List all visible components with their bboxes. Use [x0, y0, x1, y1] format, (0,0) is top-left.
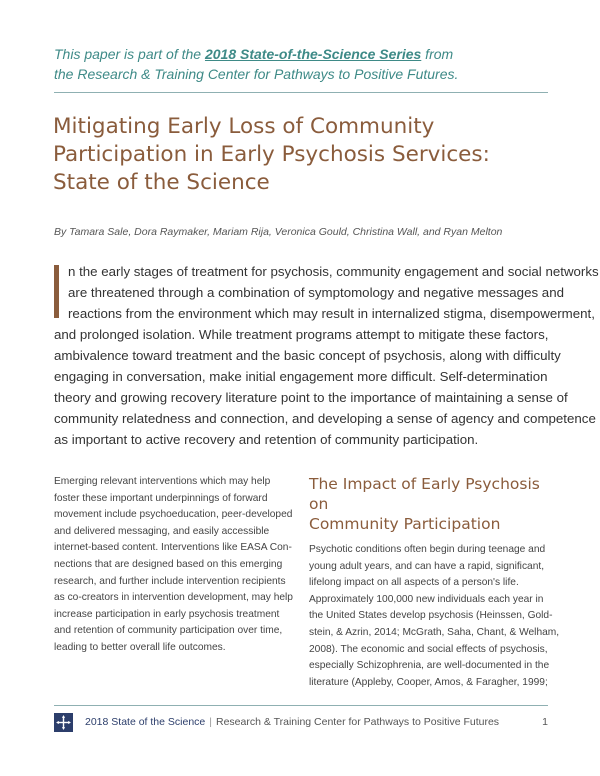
page-title — [53, 113, 553, 197]
body-line: lifelong impact on all aspects of a person's life. — [309, 577, 519, 589]
intro-line: are threatened through a combination of symptomology and negative messages and — [68, 285, 564, 300]
body-line: the United States develop psychosis (Heinssen, Gold- — [309, 610, 553, 622]
left-column-text — [54, 474, 294, 657]
section-body — [309, 542, 560, 691]
section-heading — [309, 474, 554, 534]
body-line: stein, & Azrin, 2014; McGrath, Saha, Chant, & Welham, — [309, 626, 560, 638]
series-note — [54, 44, 554, 84]
body-line: leading to better overall life outcomes. — [54, 641, 226, 653]
series-note-line-1 — [54, 44, 554, 64]
intro-paragraph — [54, 261, 599, 450]
intro-line: n the early stages of treatment for psychosis, community engagement and social networks — [68, 264, 599, 279]
body-line: Approximately 100,000 new individuals each year in — [309, 593, 544, 605]
body-line: movement include psychoeducation, peer-developed — [54, 509, 293, 521]
series-link[interactable]: 2018 State-of-the-Science Series — [204, 46, 422, 62]
body-line: internet-based content. Interventions like EASA Con- — [54, 542, 292, 554]
footer-separator: | — [209, 716, 212, 728]
bottom-divider — [54, 705, 548, 706]
intro-line: theory and growing recovery literature point to the importance of maintaining a sense of — [54, 390, 568, 405]
section-heading-line: Community Participation — [309, 515, 501, 533]
intro-line: as important to active recovery and retention of community participation. — [54, 432, 479, 447]
body-line: increase participation in early psychosis treatment — [54, 608, 280, 620]
body-line: and delivered messaging, and easily accessible — [54, 525, 270, 537]
body-line: young adult years, and can have a rapid, significant, — [309, 560, 545, 572]
footer-org: Research & Training Center for Pathways to Positive Futures — [216, 716, 500, 728]
compass-logo-icon — [54, 713, 73, 732]
body-line: as co-creators in intervention development, may help — [54, 592, 293, 604]
title-line: Mitigating Early Loss of Community — [53, 114, 435, 139]
top-divider — [54, 92, 548, 93]
intro-line: reactions from the environment which may result in internalized stigma, disempowerment, — [68, 306, 595, 321]
body-line: Psychotic conditions often begin during teenage and — [309, 544, 546, 555]
page-number: 1 — [542, 716, 548, 728]
footer-series-label: 2018 State of the Science — [85, 716, 206, 728]
authors: By Tamara Sale, Dora Raymaker, Mariam Rija, Veronica Gould, Christina Wall, and Ryan Melton — [54, 226, 503, 238]
body-line: foster these important underpinnings of forward — [54, 492, 268, 504]
intro-line: ambivalence toward treatment and the basic concept of psychosis, along with difficulty — [54, 348, 561, 363]
body-line: literature (Appleby, Cooper, Amos, & Faragher, 1999; — [309, 676, 548, 688]
body-line: nections that are designed based on this emerging — [54, 558, 283, 570]
section-heading-line: The Impact of Early Psychosis on — [309, 475, 540, 513]
body-line: especially Schizophrenia, are well-documented in the — [309, 660, 550, 672]
body-line: and retention of community participation over time, — [54, 625, 283, 637]
page-footer — [54, 713, 548, 733]
series-note-prefix: This paper is part of the — [54, 46, 205, 62]
body-line: Emerging relevant interventions which may help — [54, 476, 271, 487]
footer-series — [85, 716, 499, 728]
series-note-suffix: from — [421, 46, 454, 62]
body-line: research, and further include intervention recipients — [54, 575, 286, 587]
intro-line: and prolonged isolation. While treatment programs attempt to mitigate these factors, — [54, 327, 549, 342]
intro-line: engaging in conversation, make initial engagement more difficult. Self-determination — [54, 369, 548, 384]
intro-line: community relatedness and connection, and developing a sense of agency and competence — [54, 411, 596, 426]
body-line: 2008). The economic and social effects of psychosis, — [309, 643, 548, 655]
title-line: Participation in Early Psychosis Services: — [53, 142, 490, 167]
right-column — [309, 474, 560, 691]
series-note-line-2: the Research & Training Center for Pathways to Positive Futures. — [54, 66, 459, 82]
title-line: State of the Science — [53, 170, 270, 195]
